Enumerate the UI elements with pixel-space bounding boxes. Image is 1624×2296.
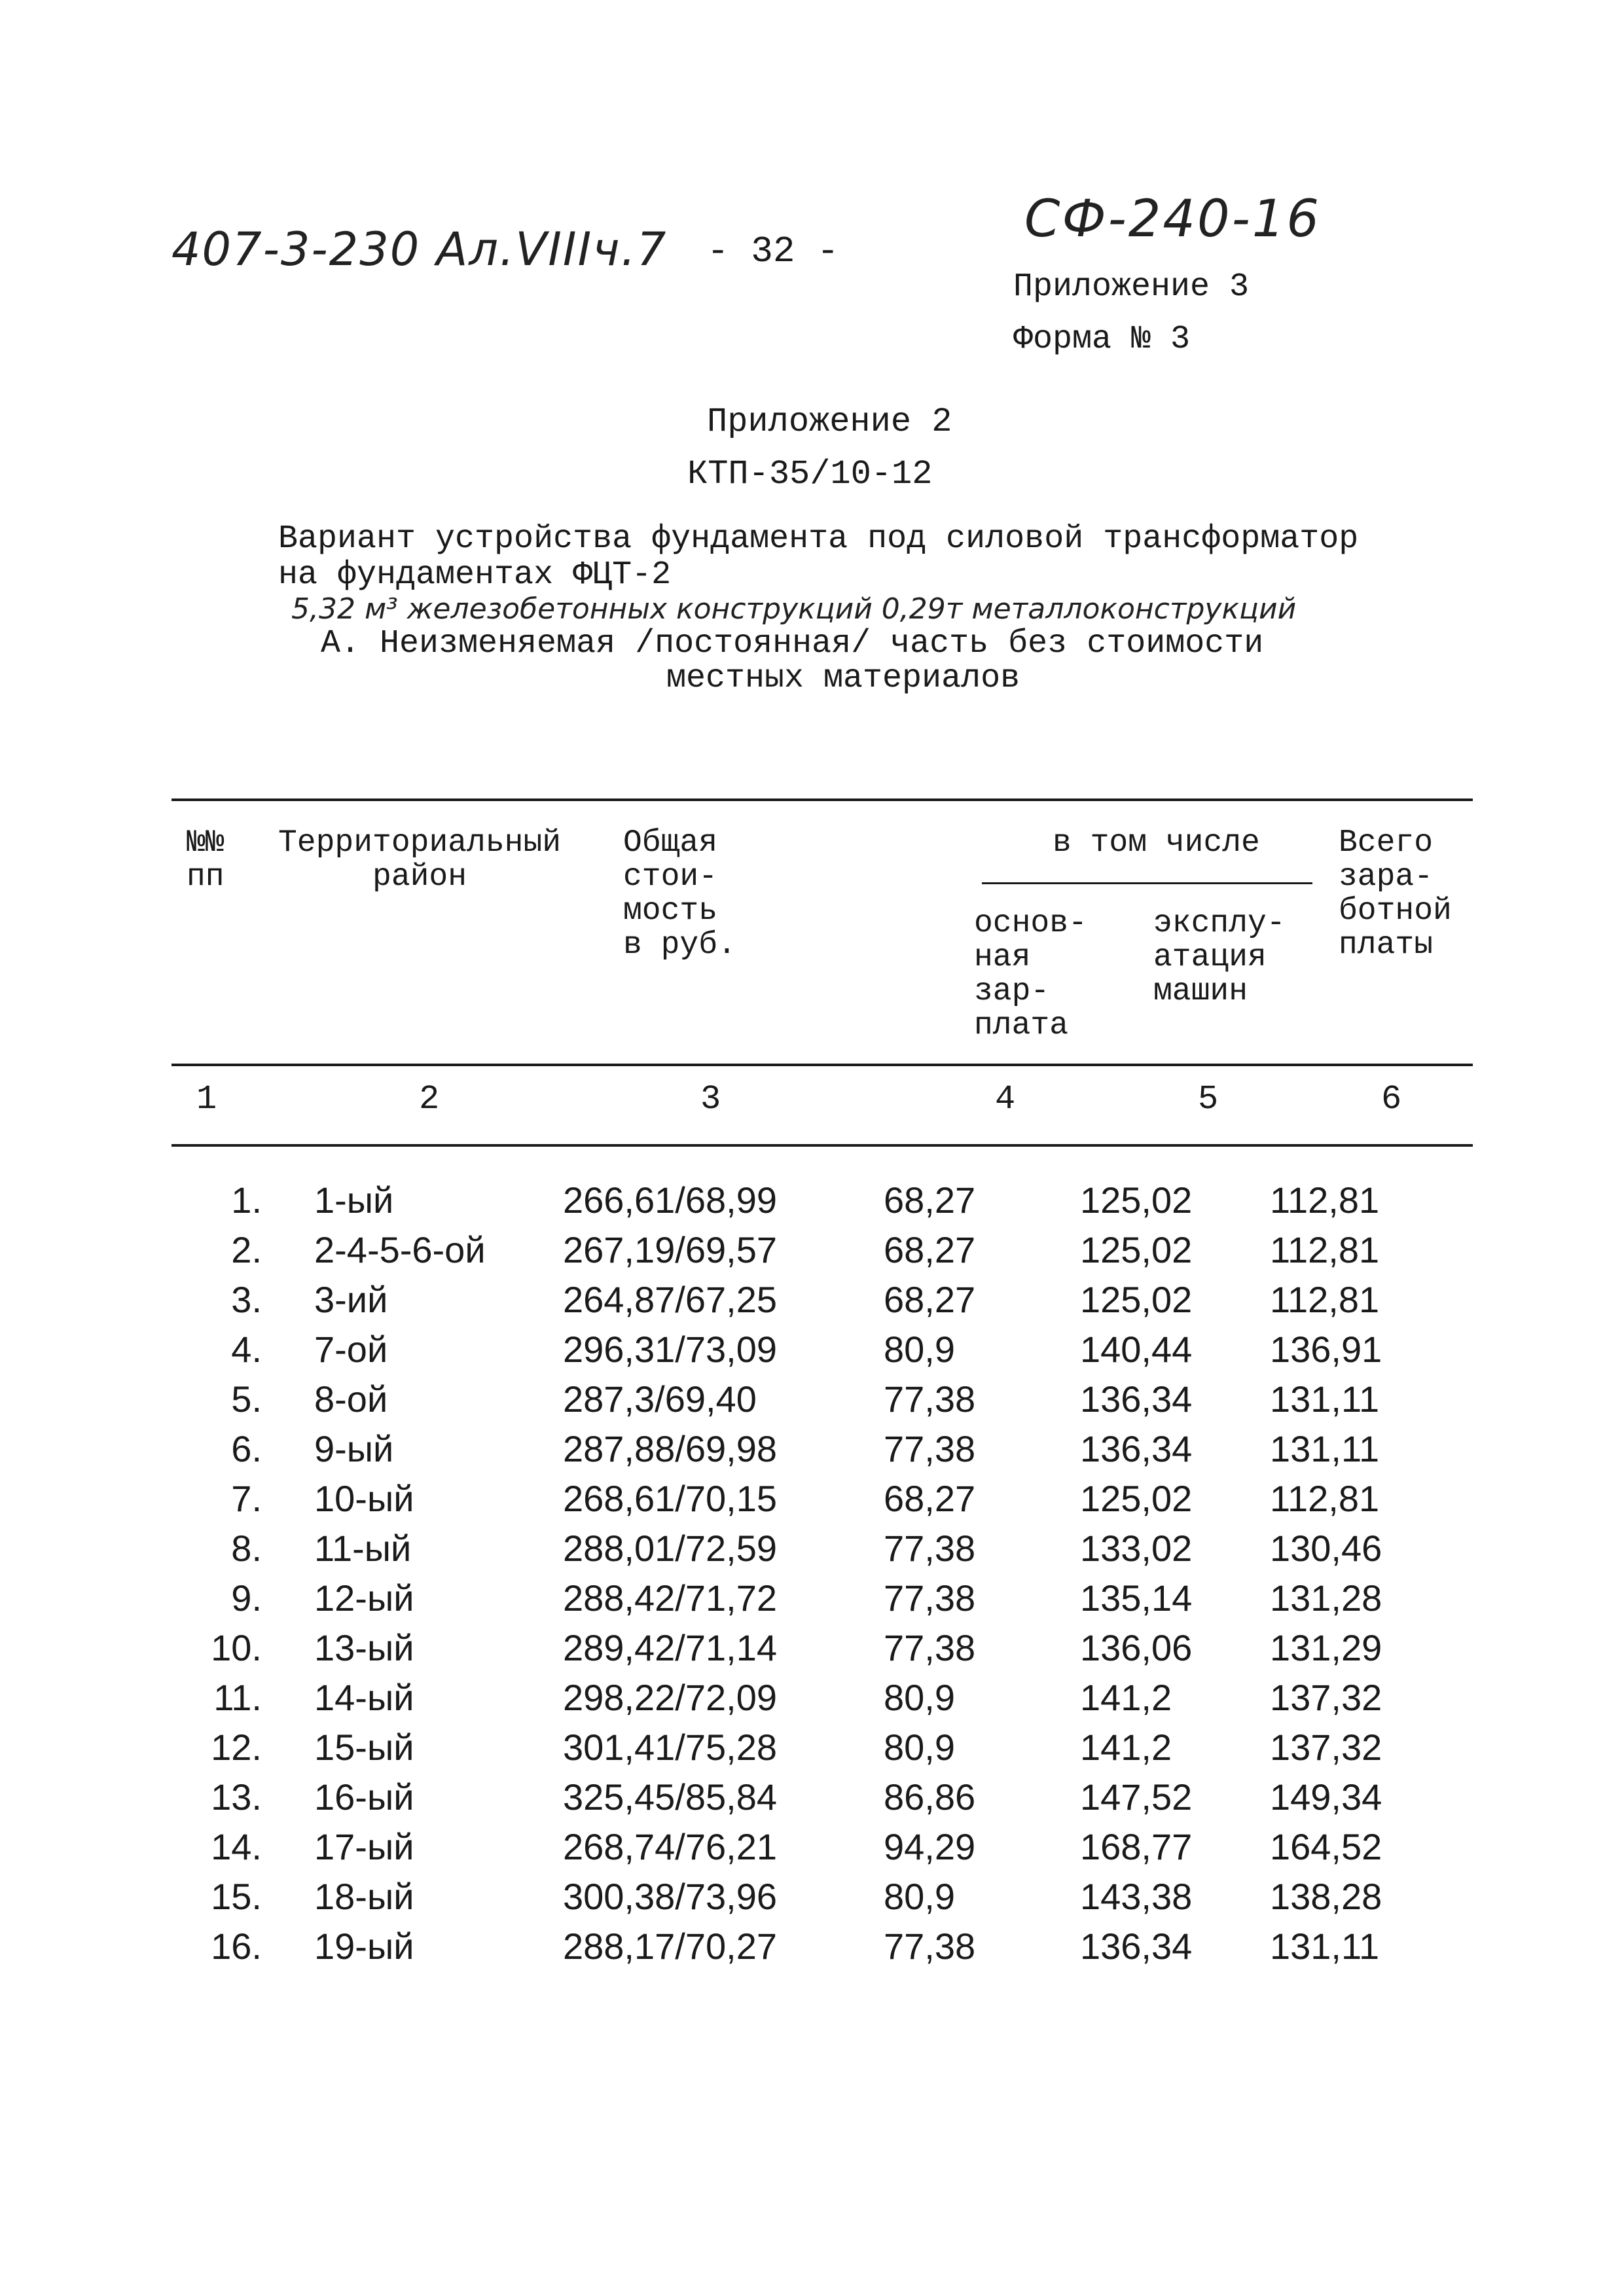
table-top-rule [171, 798, 1473, 801]
row-number: 12. [211, 1726, 262, 1768]
row-total-wage: 130,46 [1270, 1527, 1382, 1569]
row-base-wage: 68,27 [884, 1278, 976, 1320]
row-number: 4. [231, 1328, 262, 1370]
row-total-wage: 131,11 [1270, 1378, 1380, 1420]
table-row [164, 1424, 1420, 1473]
column-number-6: 6 [1381, 1080, 1402, 1119]
row-total-cost: 264,87/67,25 [563, 1278, 777, 1320]
form-label: Форма № 3 [1013, 321, 1191, 358]
column-number-2: 2 [419, 1080, 440, 1119]
row-district: 12-ый [314, 1577, 414, 1619]
row-district: 16-ый [314, 1776, 414, 1818]
row-machine-operation: 136,34 [1080, 1427, 1193, 1469]
row-total-cost: 288,01/72,59 [563, 1527, 777, 1569]
row-total-cost: 287,88/69,98 [563, 1427, 777, 1469]
header-num: №№ пп [187, 825, 225, 895]
row-total-cost: 296,31/73,09 [563, 1328, 777, 1370]
table-row [164, 1473, 1420, 1523]
column-number-1: 1 [196, 1080, 217, 1119]
row-base-wage: 77,38 [884, 1626, 976, 1668]
column-number-4: 4 [995, 1080, 1016, 1119]
appendix-label: Приложение 3 [1013, 268, 1250, 306]
table-row [164, 1374, 1420, 1424]
row-number: 16. [211, 1925, 262, 1967]
row-machine-operation: 141,2 [1080, 1726, 1172, 1768]
header-including: в том числе [1053, 825, 1260, 861]
row-total-cost: 300,38/73,96 [563, 1875, 777, 1917]
title-line-2: на фундаментах ФЦТ-2 [278, 556, 672, 594]
row-district: 18-ый [314, 1875, 414, 1917]
row-total-wage: 112,81 [1270, 1179, 1380, 1221]
row-machine-operation: 135,14 [1080, 1577, 1193, 1619]
row-base-wage: 68,27 [884, 1229, 976, 1270]
row-total-cost: 288,42/71,72 [563, 1577, 777, 1619]
catalog-code-handwritten: СФ-240-16 [1024, 190, 1322, 249]
row-total-cost: 301,41/75,28 [563, 1726, 777, 1768]
row-total-wage: 136,91 [1270, 1328, 1382, 1370]
row-base-wage: 86,86 [884, 1776, 976, 1818]
row-number: 2. [231, 1229, 262, 1270]
row-base-wage: 80,9 [884, 1726, 955, 1768]
row-machine-operation: 125,02 [1080, 1229, 1193, 1270]
table-row [164, 1175, 1420, 1225]
row-total-wage: 137,32 [1270, 1726, 1382, 1768]
table-row [164, 1921, 1420, 1971]
row-machine-operation: 136,34 [1080, 1925, 1193, 1967]
row-total-cost: 325,45/85,84 [563, 1776, 777, 1818]
row-number: 13. [211, 1776, 262, 1818]
row-base-wage: 77,38 [884, 1577, 976, 1619]
row-district: 7-ой [314, 1328, 388, 1370]
column-number-3: 3 [700, 1080, 721, 1119]
project-code: КТП-35/10-12 [687, 455, 933, 493]
row-total-cost: 288,17/70,27 [563, 1925, 777, 1967]
header-wage: основ- ная зар- плата [974, 906, 1087, 1043]
row-machine-operation: 133,02 [1080, 1527, 1193, 1569]
row-number: 10. [211, 1626, 262, 1668]
row-district: 17-ый [314, 1825, 414, 1867]
row-machine-operation: 141,2 [1080, 1676, 1172, 1718]
table-row [164, 1722, 1420, 1772]
row-number: 14. [211, 1825, 262, 1867]
row-number: 8. [231, 1527, 262, 1569]
row-district: 14-ый [314, 1676, 414, 1718]
row-number: 9. [231, 1577, 262, 1619]
row-machine-operation: 125,02 [1080, 1179, 1193, 1221]
table-row [164, 1324, 1420, 1374]
row-total-wage: 131,28 [1270, 1577, 1382, 1619]
row-total-cost: 268,61/70,15 [563, 1477, 777, 1519]
row-machine-operation: 140,44 [1080, 1328, 1193, 1370]
row-total-wage: 131,11 [1270, 1427, 1380, 1469]
row-total-cost: 298,22/72,09 [563, 1676, 777, 1718]
row-machine-operation: 136,34 [1080, 1378, 1193, 1420]
row-base-wage: 80,9 [884, 1328, 955, 1370]
row-number: 1. [231, 1179, 262, 1221]
table-row [164, 1772, 1420, 1821]
including-rule [982, 882, 1312, 884]
row-total-cost: 287,3/69,40 [563, 1378, 757, 1420]
row-total-cost: 268,74/76,21 [563, 1825, 777, 1867]
row-base-wage: 77,38 [884, 1527, 976, 1569]
row-machine-operation: 125,02 [1080, 1477, 1193, 1519]
row-total-cost: 266,61/68,99 [563, 1179, 777, 1221]
table-row [164, 1672, 1420, 1722]
row-district: 11-ый [314, 1527, 412, 1569]
row-total-wage: 164,52 [1270, 1825, 1382, 1867]
row-number: 6. [231, 1427, 262, 1469]
table-row [164, 1274, 1420, 1324]
row-base-wage: 77,38 [884, 1378, 976, 1420]
column-number-5: 5 [1198, 1080, 1219, 1119]
table-row [164, 1871, 1420, 1921]
row-total-wage: 149,34 [1270, 1776, 1382, 1818]
row-district: 1-ый [314, 1179, 394, 1221]
row-number: 5. [231, 1378, 262, 1420]
row-total-wage: 138,28 [1270, 1875, 1382, 1917]
row-machine-operation: 147,52 [1080, 1776, 1193, 1818]
row-total-wage: 131,11 [1270, 1925, 1380, 1967]
row-district: 8-ой [314, 1378, 388, 1420]
row-district: 3-ий [314, 1278, 388, 1320]
row-number: 15. [211, 1875, 262, 1917]
row-base-wage: 94,29 [884, 1825, 976, 1867]
row-base-wage: 80,9 [884, 1676, 955, 1718]
row-machine-operation: 136,06 [1080, 1626, 1193, 1668]
row-district: 13-ый [314, 1626, 414, 1668]
header-all-wage: Всего зара- ботной платы [1339, 825, 1452, 963]
row-machine-operation: 125,02 [1080, 1278, 1193, 1320]
row-district: 9-ый [314, 1427, 394, 1469]
row-district: 15-ый [314, 1726, 414, 1768]
row-machine-operation: 143,38 [1080, 1875, 1193, 1917]
table-row [164, 1573, 1420, 1623]
row-base-wage: 68,27 [884, 1477, 976, 1519]
row-district: 19-ый [314, 1925, 414, 1967]
header-district: Территориальный район [278, 825, 562, 895]
row-district: 10-ый [314, 1477, 414, 1519]
row-base-wage: 80,9 [884, 1875, 955, 1917]
row-total-cost: 267,19/69,57 [563, 1229, 777, 1270]
appendix-title: Приложение 2 [707, 403, 952, 441]
table-row [164, 1225, 1420, 1274]
row-base-wage: 77,38 [884, 1925, 976, 1967]
row-district: 2-4-5-6-ой [314, 1229, 486, 1270]
page-number: - 32 - [707, 230, 839, 272]
row-base-wage: 77,38 [884, 1427, 976, 1469]
row-total-wage: 112,81 [1270, 1229, 1380, 1270]
cost-table [164, 1175, 1420, 1971]
row-total-wage: 112,81 [1270, 1278, 1380, 1320]
row-base-wage: 68,27 [884, 1179, 976, 1221]
row-total-wage: 131,29 [1270, 1626, 1382, 1668]
table-row [164, 1821, 1420, 1871]
title-line-5: местных материалов [666, 660, 1020, 697]
row-machine-operation: 168,77 [1080, 1825, 1193, 1867]
row-number: 3. [231, 1278, 262, 1320]
header-machines: эксплу- атация машин [1153, 906, 1286, 1009]
row-number: 7. [231, 1477, 262, 1519]
table-row [164, 1523, 1420, 1573]
column-numbers-rule [171, 1144, 1473, 1147]
header-total: Общая стои- мость в руб. [623, 825, 736, 963]
row-total-wage: 112,81 [1270, 1477, 1380, 1519]
table-row [164, 1623, 1420, 1672]
header-bottom-rule [171, 1064, 1473, 1066]
row-total-wage: 137,32 [1270, 1676, 1382, 1718]
title-line-1: Вариант устройства фундамента под силовой трансформатор [278, 520, 1359, 558]
title-line-3-handwritten: 5,32 м³ железобетонных конструкций 0,29т металлоконструкций [291, 592, 1297, 626]
document-code-handwritten: 407-3-230 Ал.VIIIч.7 [171, 223, 668, 276]
title-line-4: А. Неизменяемая /постоянная/ часть без стоимости [321, 625, 1264, 662]
row-total-cost: 289,42/71,14 [563, 1626, 777, 1668]
row-number: 11. [213, 1676, 262, 1718]
